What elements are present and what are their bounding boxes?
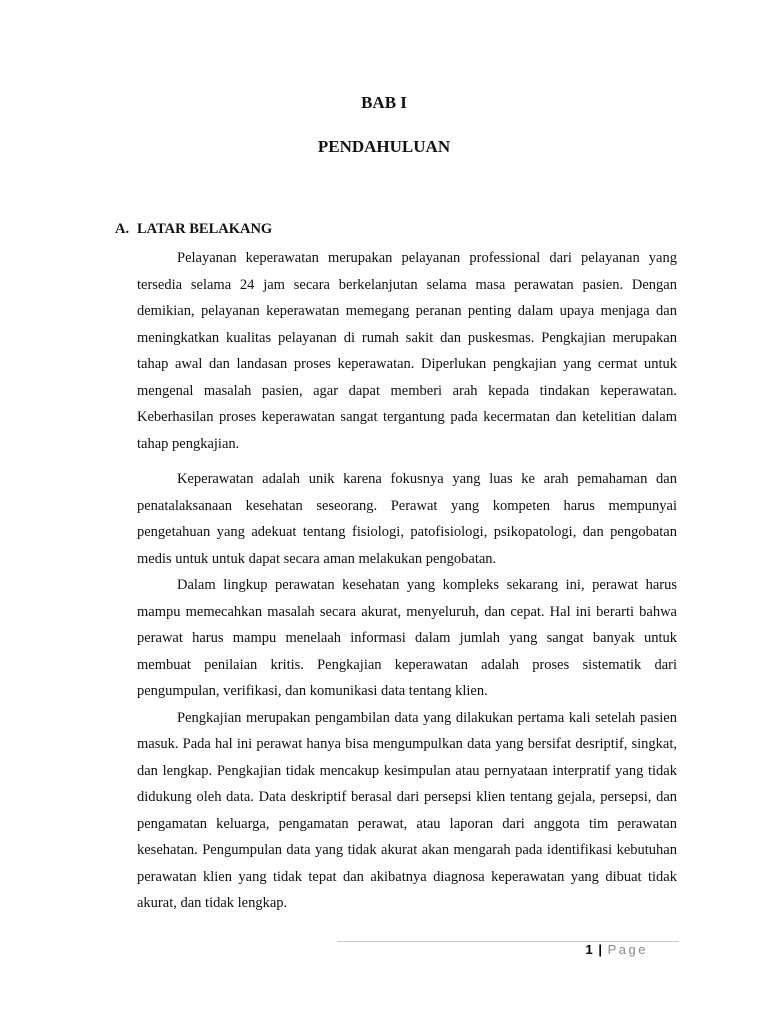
chapter-title: PENDAHULUAN [317, 137, 451, 156]
section-letter: A. [115, 221, 130, 237]
page-word: Page [607, 942, 648, 957]
paragraph: Keperawatan adalah unik karena fokusnya yang luas ke arah pemahaman dan penatalaksanaan kesehatan seseorang. Perawat yang kompeten harus mempunyai pengetahuan yang adekuat tentang fisiologi, patofisiologi, psikopatologi, dan pengobatan medis untuk untuk dapat secara aman melakukan pengobatan. [137, 471, 677, 567]
paragraph: Pelayanan keperawatan merupakan pelayanan professional dari pelayanan yang tersedia selama 24 jam secara berkelanjutan selama masa perawatan pasien. Dengan demikian, pelayanan keperawatan memegang peranan penting dalam upaya menjaga dan meningkatkan kualitas pelayanan di rumah sakit dan puskesmas. Pengkajian merupakan tahap awal dan landasan proses keperawatan. Diperlukan pengkajian yang cermat untuk mengenal masalah pasien, agar dapat memberi arah kepada tindakan keperawatan. Keberhasilan proses keperawatan sangat tergantung pada kecermatan dan ketelitian dalam tahap pengkajian. [137, 250, 677, 452]
page-number: 1 [585, 942, 593, 957]
paragraph: Dalam lingkup perawatan kesehatan yang kompleks sekarang ini, perawat harus mampu memecahkan masalah secara akurat, menyeluruh, dan cepat. Hal ini berarti bahwa perawat harus mampu menelaah informasi dalam jumlah yang sangat banyak untuk membuat penilaian kritis. Pengkajian keperawatan adalah proses sistematik dari pengumpulan, verifikasi, dan komunikasi data tentang klien. [137, 577, 677, 699]
paragraph: Pengkajian merupakan pengambilan data yang dilakukan pertama kali setelah pasien masuk. Pada hal ini perawat hanya bisa mengumpulkan data yang bersifat desriptif, singkat, dan lengkap. Pengkajian tidak mencakup kesimpulan atau pernyataan interpratif yang tidak didukung oleh data. Data deskriptif berasal dari persepsi klien tentang gejala, persepsi, dan pengamatan keluarga, pengamatan perawat, atau laporan dari anggota tim perawatan kesehatan. Pengumpulan data yang tidak akurat akan mengarah pada identifikasi kebutuhan perawatan klien yang tidak tepat dan akibatnya diagnosa keperawatan yang dibuat tidak akurat, dan tidak lengkap. [137, 709, 677, 911]
body-text [137, 245, 677, 917]
chapter-label: BAB I [361, 93, 407, 112]
section-title: LATAR BELAKANG [137, 221, 273, 237]
section-heading [115, 221, 272, 238]
page-footer [586, 942, 649, 957]
page-separator: | [598, 942, 602, 957]
